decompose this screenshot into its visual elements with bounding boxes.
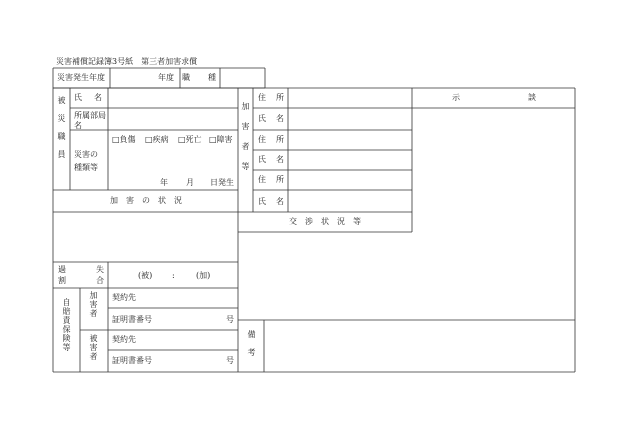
fault-ratio-label-top [58,266,104,274]
settlement-label-char: 談 [528,93,536,102]
perp-cert-unit: 号 [226,315,234,324]
job-input[interactable] [222,70,264,86]
injury-opt-death[interactable]: □死亡 [178,135,202,144]
disaster-year-label: 災害発生年度 [57,73,105,82]
perp-address-label-3 [258,176,284,184]
insurance-perpetrator-label: 加害者 [89,291,98,318]
harm-situation-label: 加 害 の 状 況 [110,196,182,205]
victim-cert-label: 証明書番号 [112,356,152,365]
year-input[interactable] [114,70,154,86]
victim-dept-label: 所属部局名 [74,111,106,130]
date-year: 年 [160,178,168,187]
settlement-label-char: 示 [452,93,460,102]
perp-name-char: 氏 [258,197,266,206]
perp-name-char: 名 [276,197,284,206]
victim-contract-input[interactable] [148,332,236,348]
perp-contract-input[interactable] [148,290,236,306]
ratio-label-char: 合 [96,276,104,285]
perp-contract-label: 契約先 [112,293,136,302]
negotiation-status-textarea[interactable] [240,234,412,318]
injury-opt-injury[interactable]: □負傷 [112,135,136,144]
remarks-textarea[interactable] [266,322,574,370]
injury-opt-illness[interactable]: □疾病 [145,135,169,144]
perp-cert-label: 証明書番号 [112,315,152,324]
injury-type-label: 災害の種類等 [74,150,98,172]
harm-situation-textarea[interactable] [55,214,237,260]
insurance-section-label: 自賠責保険等 [62,298,71,352]
perpetrator-section-label: 加害者等 [241,102,250,182]
insurance-victim-label: 被害者 [89,334,98,361]
victim-cert-unit: 号 [226,356,234,365]
victim-dept-input[interactable] [110,110,236,128]
victim-name-label [74,94,102,102]
job-label-char: 職 [182,73,190,82]
perp-address-label-1 [258,94,284,102]
perp-address-label-2 [258,136,284,144]
job-label-char: 種 [208,73,216,82]
victim-contract-label: 契約先 [112,335,136,344]
victim-name-label-char: 氏 [74,93,82,102]
perp-name-char: 氏 [258,155,266,164]
date-day-occurred: 日発生 [210,178,234,187]
injury-opt-disability[interactable]: □障害 [209,135,233,144]
perp-cert-input[interactable] [160,310,224,328]
perp-name-input-2[interactable] [290,152,410,168]
perp-address-char: 住 [258,175,266,184]
perp-name-label-1 [258,115,284,123]
date-month: 月 [186,178,194,187]
form-title: 災害補償記録簿3号紙 第三者加害求償 [56,57,198,66]
fault-label-char: 過 [58,265,66,274]
perp-address-char: 所 [276,93,284,102]
perp-name-input-3[interactable] [290,192,410,210]
fault-perpetrator-value[interactable]: (加) [196,271,211,280]
perp-address-input-1[interactable] [290,90,410,106]
perp-name-char: 名 [276,155,284,164]
perp-name-label-3 [258,198,284,206]
victim-section-label: 被災職員 [57,96,66,168]
victim-name-input[interactable] [110,90,236,106]
settlement-label [452,94,536,102]
settlement-textarea[interactable] [414,110,574,318]
perp-name-label-2 [258,156,284,164]
ratio-label-char: 割 [58,276,66,285]
fault-victim-value[interactable]: (被) [138,271,153,280]
year-unit: 年度 [158,73,174,82]
job-label [182,74,216,82]
fault-ratio-label-bottom [58,277,104,285]
fault-label-char: 失 [96,265,104,274]
perp-address-char: 住 [258,93,266,102]
perp-address-input-3[interactable] [290,172,410,188]
negotiation-status-label: 交 渉 状 況 等 [289,217,361,226]
perp-name-char: 名 [276,114,284,123]
perp-address-char: 所 [276,135,284,144]
perp-name-char: 氏 [258,114,266,123]
victim-cert-input[interactable] [160,352,224,370]
perp-address-char: 住 [258,135,266,144]
perp-address-char: 所 [276,175,284,184]
perp-address-input-2[interactable] [290,132,410,148]
fault-separator: : [172,271,175,280]
victim-name-label-char: 名 [94,93,102,102]
perp-name-input-1[interactable] [290,110,410,128]
remarks-label: 備考 [247,330,256,366]
